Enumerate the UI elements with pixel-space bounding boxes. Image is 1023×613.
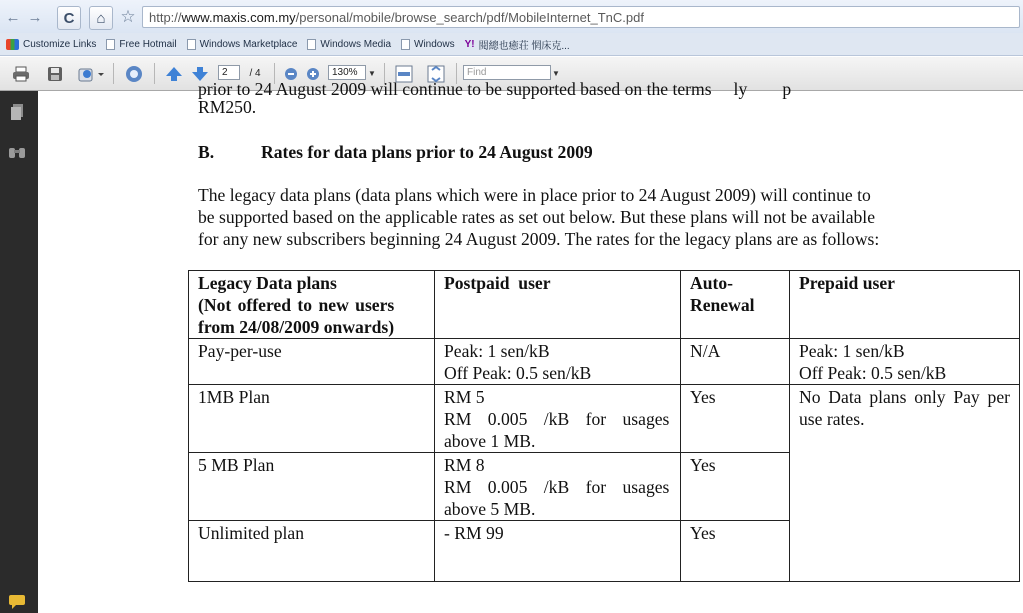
header-prepaid: Prepaid user [790, 271, 1020, 339]
share-icon[interactable] [76, 64, 106, 83]
cell-text: Peak: 1 sen/kB [799, 341, 905, 361]
cell-text-line: RM 0.005 /kB for usages [444, 409, 670, 429]
header-text: Legacy Data plans [198, 273, 337, 293]
url-path: /personal/mobile/browse_search/pdf/MobileInternet_TnC.pdf [295, 9, 644, 25]
table-header-row [189, 271, 1020, 339]
url-host: www.maxis.com.my [181, 9, 296, 25]
bookmark-star-icon[interactable]: ☆ [120, 7, 136, 26]
bookmark-windows-media[interactable] [307, 39, 391, 50]
cell-text [444, 408, 671, 430]
cell-text: above 5 MB. [444, 499, 536, 519]
cell-text: RM 8 [444, 455, 485, 475]
previous-line-text: RM250. [198, 97, 257, 117]
collaborate-icon[interactable] [122, 64, 146, 83]
cell-prepaid-merged [790, 385, 1020, 582]
pdf-document [38, 79, 1023, 613]
cell-text: - RM 99 [444, 523, 504, 543]
toolbar-divider [113, 63, 114, 84]
home-icon[interactable]: ⌂ [89, 6, 113, 30]
partial-text-line: prior to 24 August 2009 will continue to be supported based on the terms ly p [198, 79, 792, 99]
pages-icon[interactable] [8, 103, 26, 121]
find-input[interactable]: Find [463, 65, 551, 80]
section-number: B. [198, 142, 215, 162]
bookmark-label: Windows Media [320, 38, 392, 50]
cell-postpaid [435, 385, 681, 453]
back-arrow-icon[interactable]: ← [5, 8, 21, 26]
cell-auto-renewal: Yes [681, 521, 790, 582]
header-text: from 24/08/2009 onwards) [198, 317, 395, 337]
cell-plan: Unlimited plan [189, 521, 435, 582]
bookmark-label: Windows [414, 38, 455, 50]
cell-text: Off Peak: 0.5 sen/kB [444, 363, 592, 383]
cell-plan: Pay-per-use [189, 339, 435, 385]
bookmark-label: Windows Marketplace [199, 38, 298, 50]
paragraph-line: The legacy data plans (data plans which were in place prior to 24 August 2009) will continue to [198, 185, 871, 205]
bookmark-windows-marketplace[interactable] [187, 39, 298, 50]
cell-plan: 5 MB Plan [189, 453, 435, 521]
cell-auto-renewal: Yes [681, 385, 790, 453]
reload-icon[interactable]: C [57, 6, 81, 30]
bookmark-label: 閱總也癒荘 惘床克... [478, 40, 570, 52]
cell-text: Off Peak: 0.5 sen/kB [799, 363, 947, 383]
cell-prepaid [790, 339, 1020, 385]
cell-postpaid [435, 339, 681, 385]
section-heading [198, 141, 593, 163]
zoom-level-input[interactable]: 130% [328, 65, 366, 80]
cell-text-line: RM 0.005 /kB for usages [444, 477, 670, 497]
previous-page-icon[interactable] [164, 64, 184, 83]
cell-text: Peak: 1 sen/kB [444, 341, 550, 361]
find-dropdown-icon[interactable]: ▼ [552, 69, 560, 78]
page-icon [106, 39, 115, 50]
page-icon [187, 39, 196, 50]
page-icon [307, 39, 316, 50]
comment-icon[interactable] [8, 593, 26, 611]
table-row [189, 339, 1020, 385]
bookmarks-bar [0, 33, 1023, 56]
zoom-dropdown-icon[interactable]: ▼ [368, 69, 376, 78]
print-icon[interactable] [10, 64, 32, 83]
save-icon[interactable] [44, 64, 66, 83]
cell-text: No Data plans only Pay per use rates. [799, 387, 1010, 429]
section-title: Rates for data plans prior to 24 August 2009 [261, 142, 593, 162]
header-plan [189, 271, 435, 339]
url-field[interactable] [142, 6, 1020, 28]
url-prefix: http:// [149, 9, 182, 25]
bookmark-label: Free Hotmail [119, 38, 177, 50]
pdf-sidebar [0, 91, 38, 613]
binoculars-icon[interactable] [8, 143, 26, 161]
bookmark-windows[interactable] [401, 39, 455, 50]
header-text: Renewal [690, 295, 755, 315]
cell-postpaid [435, 453, 681, 521]
cell-auto-renewal: Yes [681, 453, 790, 521]
page-icon [401, 39, 410, 50]
bookmark-free-hotmail[interactable] [106, 39, 176, 50]
table-row [189, 385, 1020, 453]
page-total: / 4 [249, 68, 261, 79]
cell-auto-renewal: N/A [681, 339, 790, 385]
header-text: (Not offered to new users [198, 295, 395, 315]
address-bar [0, 0, 1023, 34]
yahoo-icon: Y! [464, 38, 475, 50]
header-auto-renewal [681, 271, 790, 339]
cell-plan: 1MB Plan [189, 385, 435, 453]
customize-links-icon [6, 39, 19, 50]
paragraph-line: for any new subscribers beginning 24 August 2009. The rates for the legacy plans are as follows: [198, 229, 880, 249]
forward-arrow-icon[interactable]: → [27, 8, 43, 26]
header-postpaid: Postpaid user [435, 271, 681, 339]
header-text: Auto- [690, 273, 734, 293]
toolbar-divider [154, 63, 155, 84]
page-number-input[interactable]: 2 [218, 65, 240, 80]
cell-text: RM 5 [444, 387, 485, 407]
cell-text: above 1 MB. [444, 431, 536, 451]
rates-table [188, 270, 1020, 582]
cell-text [444, 476, 671, 498]
bookmark-customize-links[interactable] [6, 39, 96, 50]
cell-postpaid [435, 521, 681, 582]
paragraph-line: be supported based on the applicable rates as set out below. But these plans will not be available [198, 207, 876, 227]
bookmark-label: Customize Links [23, 38, 97, 50]
bookmark-yahoo[interactable] [465, 37, 570, 52]
